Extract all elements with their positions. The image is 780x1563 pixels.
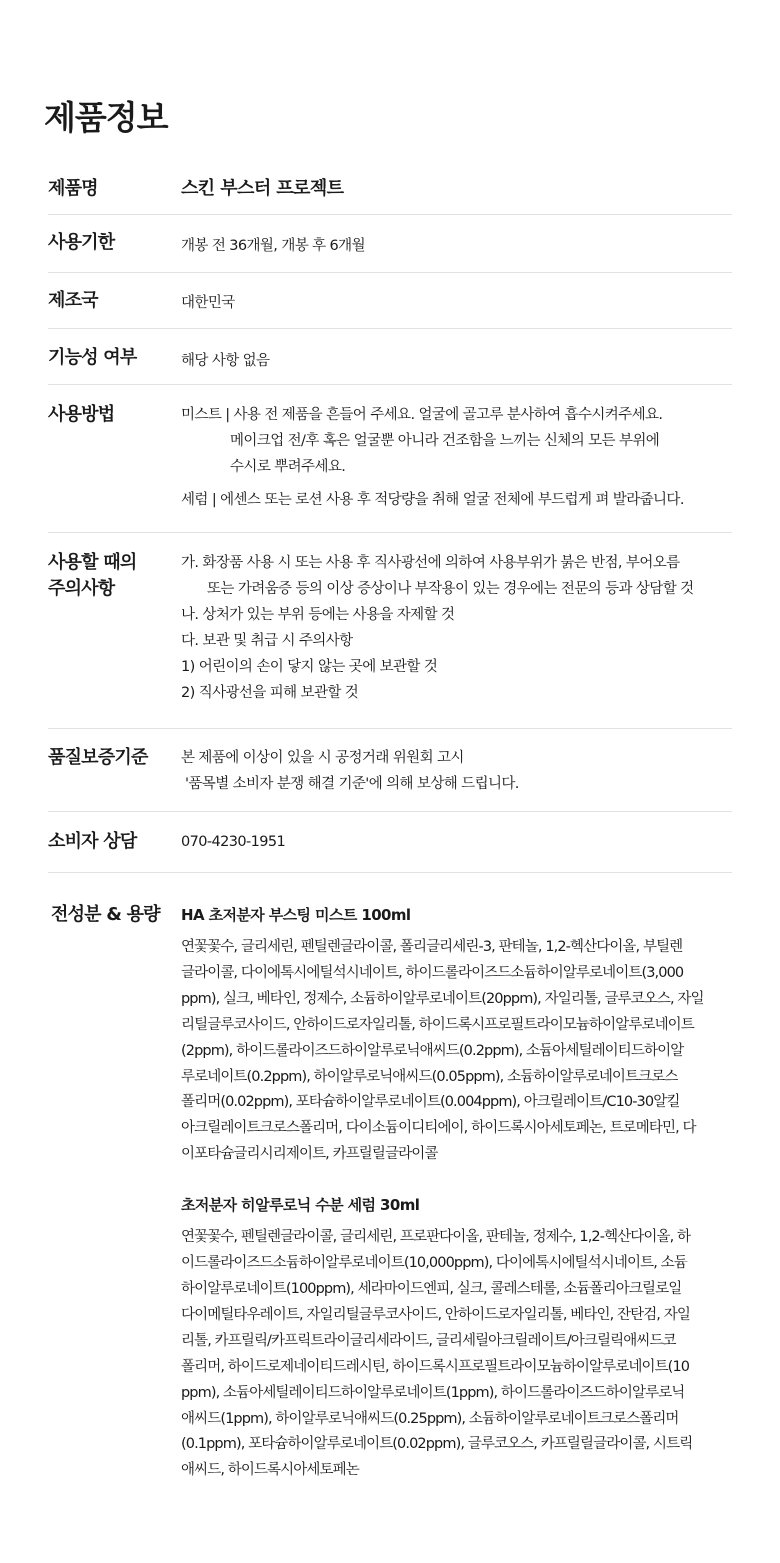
ingredient-line: 루로네이트(0.2ppm), 하이알루로닉애씨드(0.05ppm), 소듐하이알루로네이트크로스 [181, 1068, 678, 1085]
ingredient-list [181, 1225, 733, 1484]
ingredient-line: ppm), 실크, 베타인, 정제수, 소듐하이알루로네이트(20ppm), 자일리톨, 글루코오스, 자일 [181, 990, 704, 1007]
warranty-line: 본 제품에 이상이 있을 시 공정거래 위원회 고시 [181, 750, 464, 766]
value-usage [181, 402, 733, 513]
ingredient-line: 리틸글루코사이드, 안하이드로자일리톨, 하이드록시프로필트라이모늄하이알루로네이트 [181, 1016, 694, 1033]
ingredient-product-title: HA 초저분자 부스팅 미스트 100ml [181, 906, 411, 924]
ingredient-line: 애씨드, 하이드록시아세토페논 [181, 1462, 359, 1479]
caution-line: 1) 어린이의 손이 닿지 않는 곳에 보관할 것 [181, 659, 438, 675]
divider [48, 872, 732, 873]
label-expiry: 사용기한 [48, 232, 115, 253]
value-consumer-phone: 070-4230-1951 [181, 834, 286, 850]
ingredient-line: 폴리머(0.02ppm), 포타슘하이알루로네이트(0.004ppm), 아크릴레이트/C10-30알킬 [181, 1094, 680, 1111]
usage-line: 수시로 뿌려주세요. [230, 459, 346, 475]
value-functional: 해당 사항 없음 [181, 353, 270, 369]
caution-line: 나. 상처가 있는 부위 등에는 사용을 자제할 것 [181, 607, 455, 623]
ingredient-line: 애씨드(1ppm), 하이알루로닉애씨드(0.25ppm), 소듐하이알루로네이트크로스폴리머 [181, 1410, 679, 1427]
ingredient-line: 하이알루로네이트(100ppm), 세라마이드엔피, 실크, 콜레스테롤, 소듐폴리아크릴로일 [181, 1280, 682, 1297]
ingredient-line: (2ppm), 하이드롤라이즈드하이알루로닉애씨드(0.2ppm), 소듐아세틸레이티드하이알 [181, 1042, 684, 1059]
value-caution [181, 550, 733, 706]
divider [48, 328, 732, 329]
ingredient-line: (0.1ppm), 포타슘하이알루로네이트(0.02ppm), 글루코오스, 카프릴릴글라이콜, 시트릭 [181, 1436, 693, 1453]
value-expiry: 개봉 전 36개월, 개봉 후 6개월 [181, 238, 366, 254]
usage-line: 미스트 | 사용 전 제품을 흔들어 주세요. 얼굴에 골고루 분사하여 흡수시켜주세요. [181, 407, 663, 423]
value-country: 대한민국 [181, 295, 235, 311]
divider [48, 811, 732, 812]
label-caution [48, 550, 136, 602]
ingredient-product-title: 초저분자 히알루로닉 수분 세럼 30ml [181, 1196, 420, 1215]
divider [48, 214, 732, 215]
ingredient-line: 연꽃꽃수, 글리세린, 펜틸렌글라이콜, 폴리글리세린-3, 판테놀, 1,2-헥산다이올, 부틸렌 [181, 939, 683, 955]
ingredient-line: 리톨, 카프릴릭/카프릭트라이글리세라이드, 글리세릴아크릴레이트/아크릴릭애씨드코 [181, 1332, 676, 1349]
ingredient-line: 아크릴레이트크로스폴리머, 다이소듐이디티에이, 하이드록시아세토페논, 트로메타민, 다 [181, 1120, 696, 1137]
caution-label-line: 주의사항 [48, 578, 115, 599]
label-country: 제조국 [48, 290, 98, 311]
ingredient-line: 다이메틸타우레이트, 자일리틸글루코사이드, 안하이드로자일리톨, 베타인, 잔탄검, 자일 [181, 1306, 690, 1323]
ingredient-line: 이드롤라이즈드소듐하이알루로네이트(10,000ppm), 다이에톡시에틸석시네이트, 소듐 [181, 1255, 687, 1272]
ingredient-line: 폴리머, 하이드로제네이티드레시틴, 하이드록시프로필트라이모늄하이알루로네이트(10 [181, 1358, 690, 1375]
usage-line: 메이크업 전/후 혹은 얼굴뿐 아니라 건조함을 느끼는 신체의 모든 부위에 [230, 433, 660, 449]
divider [48, 532, 732, 533]
ingredient-line: 연꽃꽃수, 펜틸렌글라이콜, 글리세린, 프로판다이올, 판테놀, 정제수, 1,2-헥산다이올, 하 [181, 1229, 691, 1246]
caution-line: 가. 화장품 사용 시 또는 사용 후 직사광선에 의하여 사용부위가 붉은 반점, 부어오름 [181, 555, 680, 571]
ingredient-line: 이포타슘글리시리제이트, 카프릴릴글라이콜 [181, 1146, 438, 1163]
label-ingredients: 전성분 & 용량 [51, 904, 160, 925]
caution-label-line: 사용할 때의 [48, 552, 137, 573]
label-usage: 사용방법 [48, 404, 115, 425]
label-consumer: 소비자 상담 [48, 831, 137, 852]
warranty-line: '품목별 소비자 분쟁 해결 기준'에 의해 보상해 드립니다. [185, 776, 519, 792]
ingredient-line: 글라이콜, 다이에톡시에틸석시네이트, 하이드롤라이즈드소듐하이알루로네이트(3,000 [181, 964, 684, 981]
value-ingredients [181, 902, 733, 1484]
label-functional: 기능성 여부 [48, 347, 137, 368]
usage-line: 세럼 | 에센스 또는 로션 사용 후 적당량을 취해 얼굴 전체에 부드럽게 펴 발라줍니다. [181, 492, 684, 508]
value-warranty [181, 745, 733, 797]
label-product-name: 제품명 [48, 178, 98, 199]
divider [48, 384, 732, 385]
ingredient-line: ppm), 소듐아세틸레이티드하이알루로네이트(1ppm), 하이드롤라이즈드하이알루로닉 [181, 1384, 685, 1401]
caution-line: 또는 가려움증 등의 이상 증상이나 부작용이 있는 경우에는 전문의 등과 상담할 것 [207, 581, 694, 597]
page-title: 제품정보 [44, 98, 168, 137]
label-warranty: 품질보증기준 [48, 747, 148, 768]
caution-line: 2) 직사광선을 피해 보관할 것 [181, 685, 359, 701]
caution-line: 다. 보관 및 취급 시 주의사항 [181, 633, 353, 649]
ingredient-list [181, 935, 733, 1168]
divider [48, 272, 732, 273]
divider [48, 728, 732, 729]
value-product-name: 스킨 부스터 프로젝트 [181, 178, 344, 199]
